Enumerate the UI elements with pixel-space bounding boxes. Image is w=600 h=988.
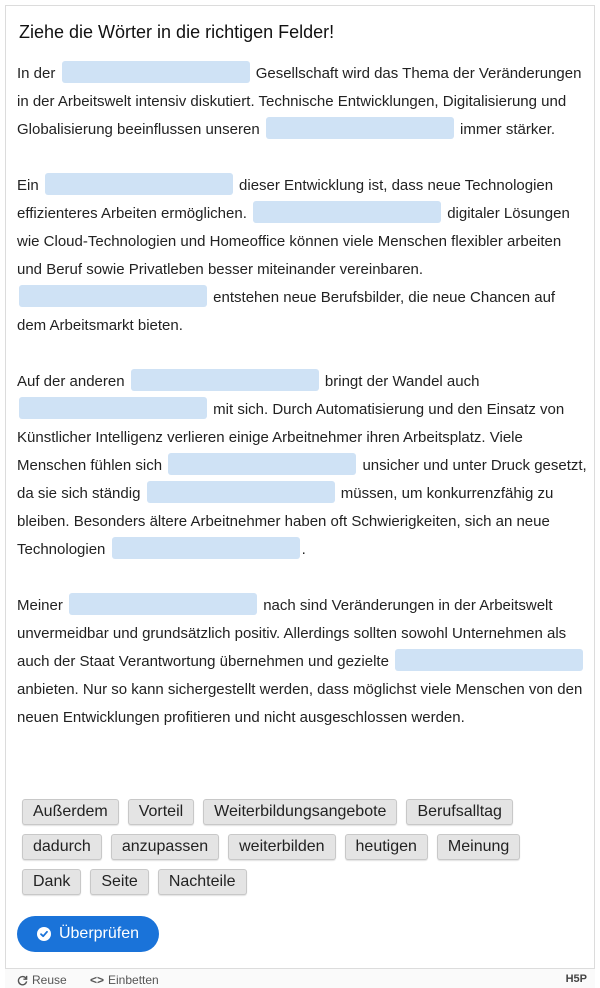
drop-zone-2[interactable] — [266, 117, 454, 139]
draggable-word[interactable]: Seite — [90, 869, 148, 895]
drop-zone-10[interactable] — [112, 537, 300, 559]
task-title: Ziehe die Wörter in die richtigen Felder! — [19, 22, 335, 42]
text-segment: mit sich. Durch Automatisierung und den Einsatz von Künstlicher Intelligenz verlieren einige Arbeitnehmer ihren Arbeitsplatz. Viele Menschen fühlen sich — [17, 401, 565, 474]
h5p-footer — [5, 968, 595, 988]
draggable-word[interactable]: Dank — [22, 869, 81, 895]
drop-zone-3[interactable] — [45, 173, 233, 195]
h5p-logo[interactable]: H5P — [565, 973, 587, 985]
reuse-label: Reuse — [32, 973, 67, 987]
check-button[interactable] — [17, 916, 159, 952]
text-segment: entstehen neue Berufsbilder, die neue Chancen auf dem Arbeitsmarkt bieten. — [17, 289, 556, 334]
draggable-word[interactable]: Weiterbildungsangebote — [203, 799, 397, 825]
text-segment: In der — [17, 65, 56, 82]
text-segment: . — [301, 541, 306, 558]
drop-zone-7[interactable] — [19, 397, 207, 419]
embed-label: Einbetten — [108, 973, 159, 987]
drop-zone-12[interactable] — [395, 649, 583, 671]
draggable-word[interactable]: Vorteil — [128, 799, 194, 825]
text-segment: Meiner — [17, 597, 63, 614]
text-segment: dieser Entwicklung ist, dass neue Technologien effizienteres Arbeiten ermöglichen. — [17, 177, 554, 222]
embed-link[interactable] — [90, 973, 159, 987]
word-bank — [22, 799, 582, 904]
text-segment: unsicher und unter Druck gesetzt, da sie sich ständig — [17, 457, 587, 502]
paragraph-4 — [17, 592, 587, 732]
text-segment: bringt der Wandel auch — [324, 373, 480, 390]
drop-zone-4[interactable] — [253, 201, 441, 223]
drop-zone-1[interactable] — [62, 61, 250, 83]
reuse-link[interactable] — [17, 973, 67, 987]
text-segment: Auf der anderen — [17, 373, 125, 390]
text-segment: müssen, um konkurrenzfähig zu bleiben. Besonders ältere Arbeitnehmer haben oft Schwierigkeiten, sich an neue Technologien — [17, 485, 554, 558]
draggable-word[interactable]: anzupassen — [111, 834, 219, 860]
paragraph-2 — [17, 172, 587, 340]
draggable-word[interactable]: Außerdem — [22, 799, 119, 825]
text-segment: Ein — [17, 177, 39, 194]
text-segment: anbieten. Nur so kann sichergestellt werden, dass möglichst viele Menschen von den neuen Entwicklungen profitieren und nicht ausgeschlossen werden. — [17, 681, 583, 726]
drop-zone-5[interactable] — [19, 285, 207, 307]
drop-zone-11[interactable] — [69, 593, 257, 615]
cloze-text — [17, 60, 587, 760]
text-segment: Gesellschaft wird das Thema der Veränderungen in der Arbeitswelt intensiv diskutiert. Technische Entwicklungen, Digitalisierung und Globalisierung beeinflussen unseren — [17, 65, 582, 138]
reuse-icon — [17, 975, 28, 986]
draggable-word[interactable]: heutigen — [345, 834, 428, 860]
text-segment: digitaler Lösungen wie Cloud-Technologien und Homeoffice können viele Menschen flexibler arbeiten und Beruf sowie Privatleben besser miteinander vereinbaren. — [17, 205, 570, 278]
draggable-word[interactable]: Meinung — [437, 834, 520, 860]
paragraph-1 — [17, 60, 587, 144]
check-circle-icon — [37, 927, 51, 941]
check-button-label: Überprüfen — [58, 925, 140, 942]
word-bank-row — [22, 834, 582, 860]
embed-icon: <> — [90, 973, 105, 987]
drop-zone-6[interactable] — [131, 369, 319, 391]
paragraph-3 — [17, 368, 587, 564]
drop-zone-8[interactable] — [168, 453, 356, 475]
word-bank-row — [22, 869, 582, 895]
draggable-word[interactable]: Nachteile — [158, 869, 247, 895]
drop-zone-9[interactable] — [147, 481, 335, 503]
draggable-word[interactable]: weiterbilden — [228, 834, 335, 860]
draggable-word[interactable]: Berufsalltag — [406, 799, 513, 825]
text-segment: nach sind Veränderungen in der Arbeitswelt unvermeidbar und grundsätzlich positiv. Allerdings sollten sowohl Unternehmen als auch der Staat Verantwortung übernehmen und gezielte — [17, 597, 567, 670]
word-bank-row — [22, 799, 582, 825]
draggable-word[interactable]: dadurch — [22, 834, 102, 860]
text-segment: immer stärker. — [460, 121, 556, 138]
